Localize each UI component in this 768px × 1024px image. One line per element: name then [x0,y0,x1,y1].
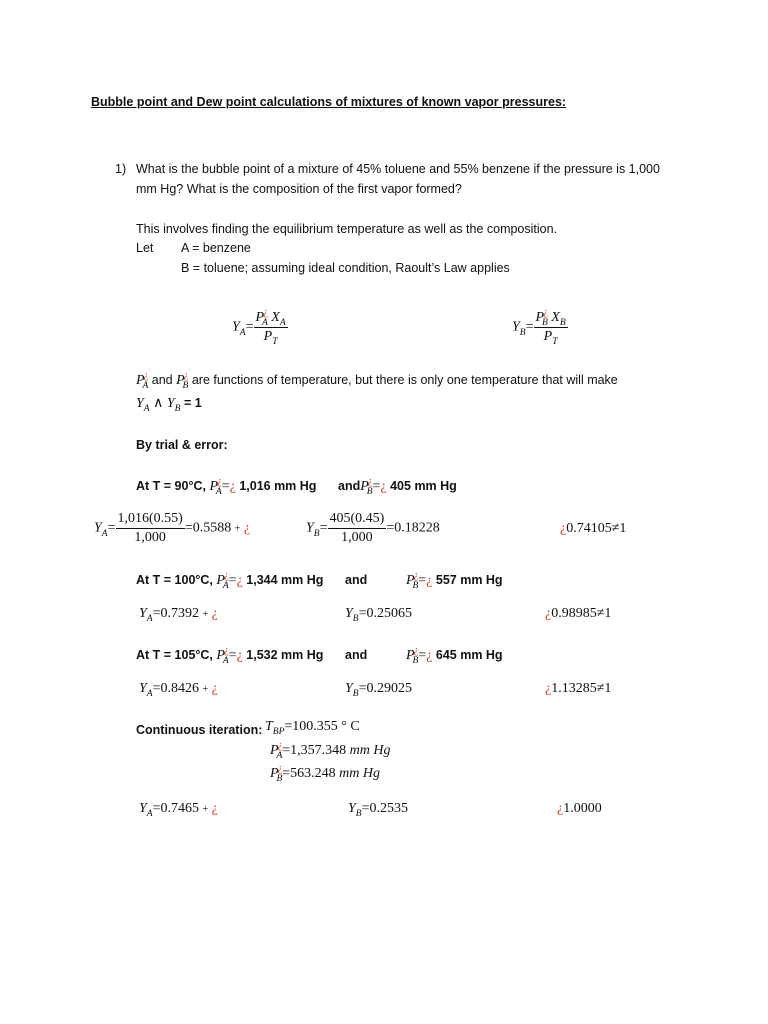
final-sum: ¿1.0000 [557,801,602,816]
trial-1-sum: ¿0.74105≠1 [560,521,627,536]
let-a-definition: A = benzene [181,241,251,255]
trial-3-pb: $P^¿_B=¿$ 645 mm Hg [406,644,503,666]
question-line-2: mm Hg? What is the composition of the first vapor formed? [136,182,462,196]
intro-line: This involves finding the equilibrium temperature as well as the composition. [136,222,558,236]
tbp-value: $T_{BP}=100.355$ ° C [265,719,360,737]
trial-1-pb: andP¿$_B$=¿ 405 mm Hg [338,475,457,497]
trial-2-ya: $Y_A=0.7392$ + ¿ [139,606,218,624]
trial-2-pb: $P^¿_B=¿$ 557 mm Hg [406,569,503,591]
trial-2-header: At T = 100°C, $P^¿_A=¿$ 1,344 mm Hg [136,569,324,591]
pa-iterated: $P^¿_A=1,357.348$ mm Hg [270,739,391,761]
question-line-1: What is the bubble point of a mixture of 45% toluene and 55% benzene if the pressure is 1,000 [136,162,660,176]
trial-3-ya: $Y_A=0.8426$ + ¿ [139,681,218,699]
final-yb: $Y_B=0.2535$ [348,801,409,819]
page-title: Bubble point and Dew point calculations of mixtures of known vapor pressures: [91,95,567,109]
final-ya: $Y_A=0.7465$ + ¿ [139,801,218,819]
question-number: 1) [115,162,127,176]
trial-3-and: and [345,648,368,662]
trial-2-and: and [345,573,368,587]
functions-line-2: $Y_A$ ∧ $Y_B = 1$ [136,396,202,414]
trial-1-yb: $Y_B=$ $\frac{405(0.45)}{1,000}$ =0.18228 [306,511,440,545]
trial-3-sum: ¿1.13285≠1 [545,681,612,696]
trial-2-yb: $Y_B=0.25065$ [345,606,413,624]
equation-ya: $Y_A=$ $\frac{P^¿_A X_A}{P_T}$ [232,306,286,347]
trial-1-ya: $Y_A=$ $\frac{1,016(0.55)}{1,000}$ =0.5588 + ¿ [94,511,251,545]
continuous-label: Continuous iteration: [136,723,263,737]
trial-3-yb: $Y_B=0.29025$ [345,681,413,699]
pb-iterated: $P^¿_B=563.248$ mm Hg [270,762,381,784]
let-b-definition: B = toluene; assuming ideal condition, Raoult’s Law applies [181,261,510,275]
trial-1-header: At T = 90°C, $P^¿_A=¿$ 1,016 mm Hg [136,475,317,497]
equation-yb: $Y_B=$ $\frac{P^¿_B X_B}{P_T}$ [512,306,566,347]
trial-2-sum: ¿0.98985≠1 [545,606,612,621]
let-word: Let [136,241,154,255]
trial-3-header: At T = 105°C, $P^¿_A=¿$ 1,532 mm Hg [136,644,324,666]
functions-line-1: $P^¿_A$ and $P^¿_B$ are functions of temperature, but there is only one temperature that will make [136,369,618,391]
trial-heading: By trial & error: [136,438,228,452]
